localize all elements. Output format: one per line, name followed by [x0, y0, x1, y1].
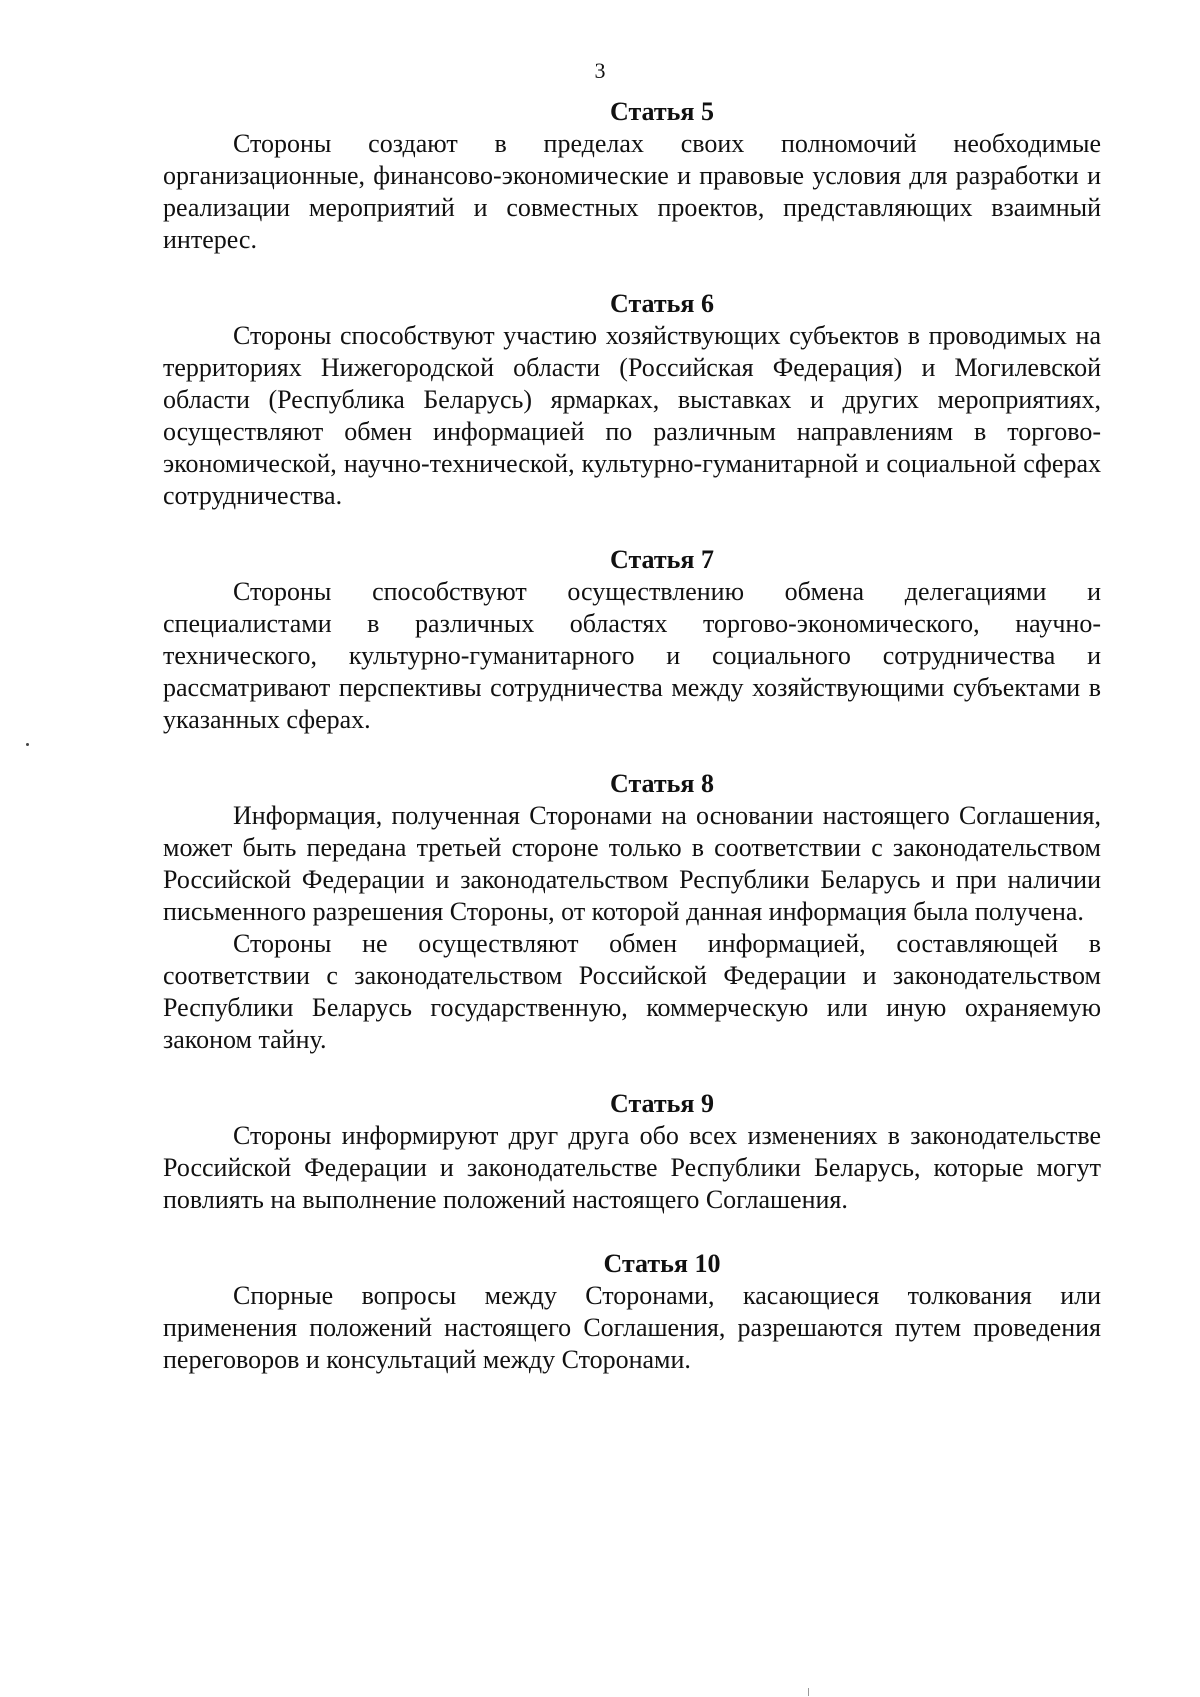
article-heading: Статья 5	[610, 97, 714, 126]
article-5	[163, 96, 1101, 256]
article-paragraph: Стороны способствуют осуществлению обмена делегациями и специалистами в различных областях торгово-экономического, научно-технического, культурно-гуманитарного и социального сотрудничества и рассматривают перспективы сотрудничества между хозяйствующими субъектами в указанных сферах.	[163, 577, 1101, 734]
article-paragraph: Стороны способствуют участию хозяйствующих субъектов в проводимых на территориях Нижегородской области (Российская Федерация) и Могилевской области (Республика Беларусь) ярмарках, выставках и других мероприятиях, осуществляют обмен информацией по различным направлениям в торгово-экономической, научно-технической, культурно-гуманитарной и социальной сферах сотрудничества.	[163, 321, 1101, 510]
article-heading: Статья 6	[610, 289, 714, 318]
page-number: 3	[594, 58, 606, 83]
article-6	[163, 288, 1101, 512]
article-7	[163, 544, 1101, 736]
article-paragraph: Стороны создают в пределах своих полномочий необходимые организационные, финансово-экономические и правовые условия для разработки и реализации мероприятий и совместных проектов, представляющих взаимный интерес.	[163, 129, 1101, 254]
article-paragraph: Спорные вопросы между Сторонами, касающиеся толкования или применения положений настоящего Соглашения, разрешаются путем проведения переговоров и консультаций между Сторонами.	[163, 1281, 1101, 1374]
article-8	[163, 768, 1101, 1056]
article-paragraph: Информация, полученная Сторонами на основании настоящего Соглашения, может быть передана третьей стороне только в соответствии с законодательством Российской Федерации и законодательством Республики Беларусь и при наличии письменного разрешения Стороны, от которой данная информация была получена.	[163, 801, 1101, 926]
article-9	[163, 1088, 1101, 1216]
article-paragraph: Стороны не осуществляют обмен информацией, составляющей в соответствии с законодательством Российской Федерации и законодательством Республики Беларусь государственную, коммерческую или иную охраняемую законом тайну.	[163, 929, 1101, 1054]
article-heading: Статья 7	[610, 545, 714, 574]
article-paragraph: Стороны информируют друг друга обо всех изменениях в законодательстве Российской Федерации и законодательстве Республики Беларусь, которые могут повлиять на выполнение положений настоящего Соглашения.	[163, 1121, 1101, 1214]
article-heading: Статья 9	[610, 1089, 714, 1118]
scan-dot	[26, 743, 29, 746]
article-heading: Статья 8	[610, 769, 714, 798]
article-heading: Статья 10	[603, 1249, 721, 1278]
scan-tick	[808, 1688, 809, 1696]
document-body	[163, 96, 1101, 1408]
article-10	[163, 1248, 1101, 1376]
